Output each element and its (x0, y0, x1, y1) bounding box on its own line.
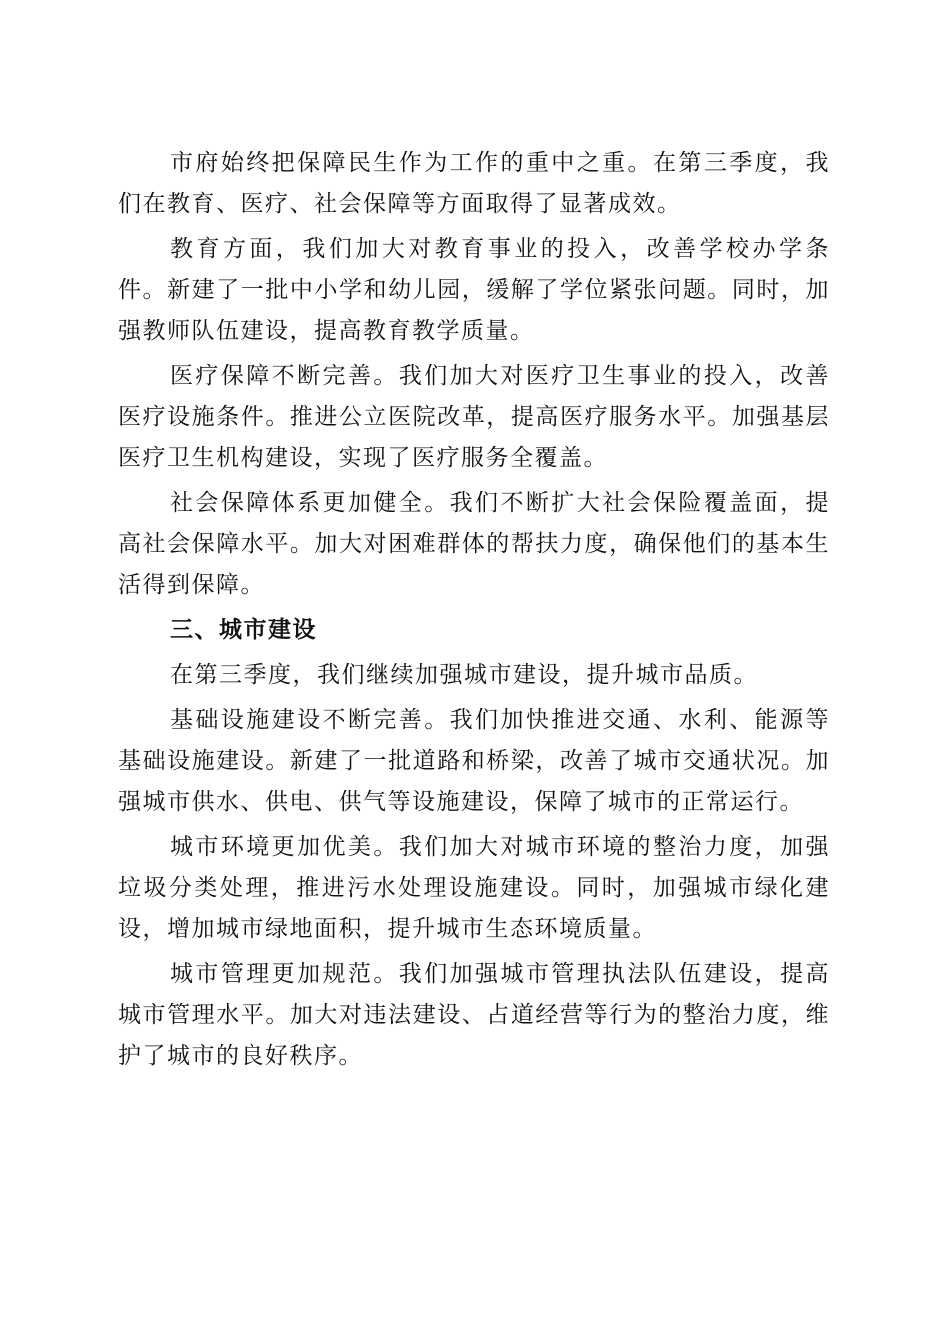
paragraph-environment: 城市环境更加优美。我们加大对城市环境的整治力度，加强垃圾分类处理，推进污水处理设施建设。同时，加强城市绿化建设，增加城市绿地面积，提升城市生态环境质量。 (118, 834, 830, 942)
document-page (118, 143, 830, 1081)
paragraph-social-security: 社会保障体系更加健全。我们不断扩大社会保险覆盖面，提高社会保障水平。加大对困难群体的帮扶力度，确保他们的基本生活得到保障。 (118, 490, 830, 598)
paragraph-infrastructure: 基础设施建设不断完善。我们加快推进交通、水利、能源等基础设施建设。新建了一批道路和桥梁，改善了城市交通状况。加强城市供水、供电、供气等设施建设，保障了城市的正常运行。 (118, 707, 830, 815)
section-heading-urban-construction: 三、城市建设 (170, 617, 317, 643)
paragraph-education: 教育方面，我们加大对教育事业的投入，改善学校办学条件。新建了一批中小学和幼儿园，缓解了学位紧张问题。同时，加强教师队伍建设，提高教育教学质量。 (118, 236, 830, 344)
paragraph-medical: 医疗保障不断完善。我们加大对医疗卫生事业的投入，改善医疗设施条件。推进公立医院改革，提高医疗服务水平。加强基层医疗卫生机构建设，实现了医疗服务全覆盖。 (118, 363, 830, 471)
paragraph-urban-management: 城市管理更加规范。我们加强城市管理执法队伍建设，提高城市管理水平。加大对违法建设、占道经营等行为的整治力度，维护了城市的良好秩序。 (118, 961, 830, 1069)
paragraph-urban-intro: 在第三季度，我们继续加强城市建设，提升城市品质。 (170, 662, 758, 688)
paragraph-livelihood-intro: 市府始终把保障民生作为工作的重中之重。在第三季度，我们在教育、医疗、社会保障等方面取得了显著成效。 (118, 150, 830, 217)
